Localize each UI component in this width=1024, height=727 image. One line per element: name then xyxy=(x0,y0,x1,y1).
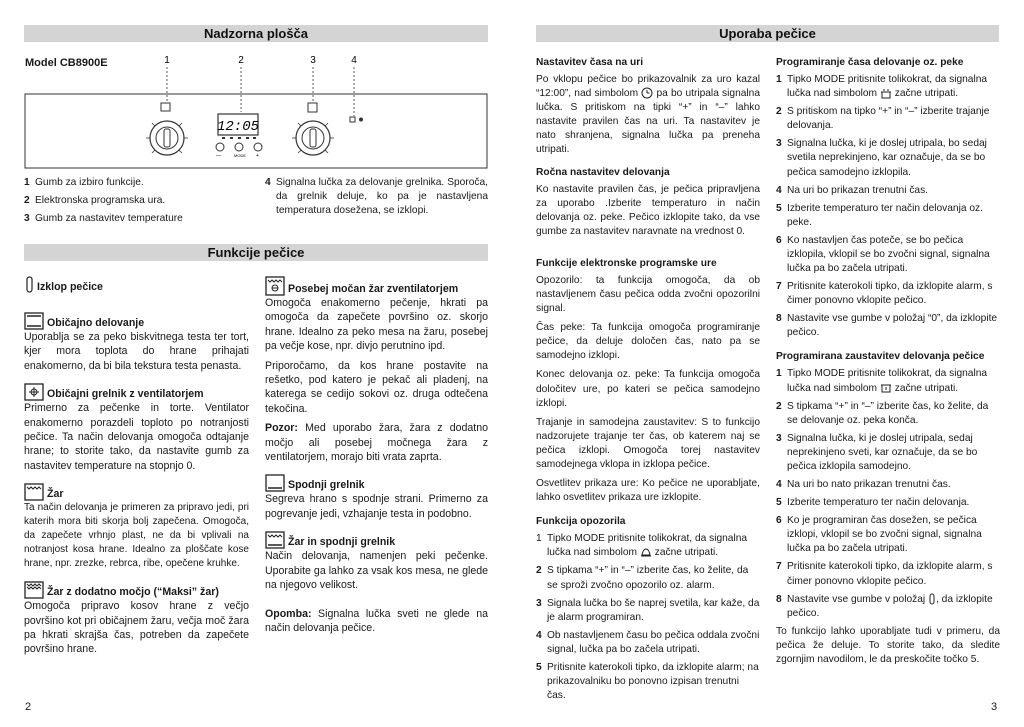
programmer-clock xyxy=(216,114,262,159)
pot-icon xyxy=(880,88,892,99)
legend-right: 4 Signalna lučka za delovanje grelnika. Sporoča, da grelnik deluje, ko pa je nastavljena temperatura dosežena, se izklopi. xyxy=(265,177,488,217)
bottom-heat-icon xyxy=(265,474,285,492)
svg-text:+: + xyxy=(256,153,259,159)
bell-icon xyxy=(640,547,652,558)
section-band-usage: Uporaba pečice xyxy=(536,25,999,42)
zero-position-icon xyxy=(928,593,936,605)
usage-column-left: Nastavitev časa na uri Po vklopu pečice bo prikazovalnik za uro kazal “12:00”, nad simbolom pa bo utripala signalna lučka. S pritiskom na tipki “+” in “–” lahko nastavite pravilen čas na uri. Ta nastavitev je nato shranjena, signalna lučka pa preneha utripati. Ročna nastavitev delovanja Ko nastavite pravilen čas, je pečica pripravljena za uporabo .Izberite temperaturo in način delovanja oz. peke. Pečico izklopite tako, da vse gumbe za nastavitev naravnate na vrednost 0. Funkcije elektronske programske ure Opozorilo: ta funkcija omogoča, da ob nastavljenem času pečica odda zvočni opozorilni signal. Čas peke: Ta funkcija omogoča programiranje pečice, da deluje določen čas, nato pa se samodejno izklopi. Konec delovanja oz. peke: Ta funkcija omogoča določitev ure, po kateri se pečica samodejno izklopi. Trajanje in samodejna zaustavitev: S to funkcijo nadzorujete trajanje ter čas, ob katerem naj se pečica izklopi. Omogoča torej nastavitev samodejnega vklopa in izklopa pečice. Osvetlitev prikaza ure: Ko pečice ne uporabljate, lahko osvetlitev prikaza ure izklopite. Funkcija opozorila 1 Tipko MODE pritisnite tolikokrat, da signalna lučka nad simbolom začne utripati. 2 S tipkama “+” in “–” izberite čas, ko želite, da se sproži zvočno opozorilo oz. alarm. 3 Signala lučka bo še naprej svetila, kar kaže, da je alarm programiran. 4 Ob nastavljenem času bo pečica oddala zvočni signal, lučka pa bo začela utripati. 5 Pritisnite katerokoli tipko, da izklopite alarm; na prikazovalniku bo ponovno izpisan trenutni čas. xyxy=(536,56,760,707)
control-panel-diagram xyxy=(24,54,488,170)
temperature-knob xyxy=(292,121,334,155)
stop-time-steps: 1 Tipko MODE pritisnite tolikokrat, da signalna lučka nad simbolom začne utripati. 2 S tipkama “+” in “–” izberite čas, ko želite, da se delovanje oz. peka konča. 3 Signalna lučka, ki je doslej utripala, sedaj neprekinjeno sveti, kar označuje, da se bo pečica izklopila samodejno. 4 Na uri bo nato prikazan trenutni čas. 5 Izberite temperaturo ter način delovanja. 6 Ko je programiran čas dosežen, se pečica izklopi, vklopil se bo zvočni signal, signalna lučka pa bo začela utripati. 7 Pritisnite katerokoli tipko, da izklopite alarm, s čimer ponovno vklopite pečico. 8 Nastavite vse gumbe v položaj , da izklopite pečico. xyxy=(776,368,993,619)
legend-left: 1 Gumb za izbiro funkcije. 2 Elektronska programska ura. 3 Gumb za nastavitev temperature xyxy=(24,177,183,225)
clock-icon xyxy=(641,87,653,99)
usage-column-right: Programiranje časa delovanje oz. peke 1 Tipko MODE pritisnite tolikokrat, da signalna lučka nad simbolom začne utripati. 2 S pritiskom na tipko “+” in “–” izberite trajanje delovanja. 3 Signalna lučka, ki je doslej utripala, bo sedaj svetila neprekinjeno, kar označuje, da se bo pečica samodejno izklopila. 4 Na uri bo prikazan trenutni čas. 5 Izberite temperaturo ter način delovanja oz. peke. 6 Ko nastavljen čas poteče, se bo pečica izklopila, vklopil se bo zvočni signal, signalna lučka pa bo začela utripati. 7 Pritisnite katerokoli tipko, da izklopite alarm, s čimer ponovno vklopite pečico. 8 Nastavite vse gumbe v položaj “0”, da izklopite pečico. Programirana zaustavitev delovanja pečice 1 Tipko MODE pritisnite tolikokrat, da signalna lučka nad simbolom začne utripati. 2 S tipkama “+” in “–” izberite čas, ko želite, da se delovanje oz. peka konča. 3 Signalna lučka, ki je doslej utripala, sedaj neprekinjeno sveti, kar označuje, da se bo pečica izklopila samodejno. 4 Na uri bo nato prikazan trenutni čas. 5 Izberite temperaturo ter način delovanja. 6 Ko je programiran čas dosežen, se pečica izklopi, vklopil se bo zvočni signal, signalna lučka pa bo začela utripati. 7 Pritisnite katerokoli tipko, da izklopite alarm, s čimer ponovno vklopite pečico. 8 Nastavite vse gumbe v položaj , da izklopite pečico. To funkcijo lahko uporabljate tudi v primeru, da pečica že deluje. To storite tako, da sledite zgornjim navodilom, le da preskočite točko 5. xyxy=(776,57,1000,665)
page-number-right: 3 xyxy=(991,701,998,714)
conventional-heating-icon xyxy=(24,312,44,330)
callout-4: 4 xyxy=(351,55,357,66)
functions-column-right: Posebej močan žar zventilatorjem Omogoča enakomerno pečenje, hkrati pa omogoča da zapečete površino oz. skorjo hrane. Idealno za peko mesa na žaru, posebej pa večje kose, npr. divjo perutnino ipd. Priporočamo, da kos hrane postavite na rešetko, pod katero je pekač ali pladenj, na katerega se cedijo sokovi oz. druga odtečena tekočina. Pozor: Med uporabo žara, žara z dodatno močjo ali posebej močnega žara z ventilatorjem, morajo biti vrata zaprta. Spodnji grelnik Segreva hrano s spodnje strani. Primerno za pogrevanje jedi, vzhajanje testa in podobno. Žar in spodnji grelnik Način delovanja, namenjen peki pečenke. Uporabite ga lahko za vsak kos mesa, ne glede na njegovo velikost. Opomba: Signalna lučka sveti ne glede na način delovanja pečice. xyxy=(265,276,488,640)
callout-2: 2 xyxy=(238,55,244,66)
function-grill: Žar xyxy=(24,483,249,501)
grill-bottom-heat-icon xyxy=(265,531,285,549)
callout-3: 3 xyxy=(310,55,316,66)
stop-pot-icon xyxy=(880,382,892,393)
page-number-left: 2 xyxy=(25,701,32,714)
function-bottom-heat: Spodnji grelnik xyxy=(265,474,488,492)
alarm-steps: 1 Tipko MODE pritisnite tolikokrat, da signalna lučka nad simbolom začne utripati. 2 S tipkama “+” in “–” izberite čas, ko želite, da se sproži zvočno opozorilo oz. alarm. 3 Signala lučka bo še naprej svetila, kar kaže, da je alarm programiran. 4 Ob nastavljenem času bo pečica oddala zvočni signal, lučka pa bo začela utripati. 5 Pritisnite katerokoli tipko, da izklopite alarm; na prikazovalniku bo ponovno izpisan trenutni čas. xyxy=(536,533,760,702)
maxi-grill-icon xyxy=(24,581,44,599)
functions-column-left: Izklop pečice Običajno delovanje Uporablja se za peko biskvitnega testa ter tort, kjer mora toplota do hrane prihajati enakomerno, da bi bila tekstura testa penasta. Običajni grelnik z ventilatorjem Primerno za pečenke in torte. Ventilator enakomerno porazdeli toploto po notranjosti pečice. Ta način delovanja omogoča odtajanje hrane; to storite tako, da nastavite gumb za nastavitev temperature na stopnjo 0. Žar Ta način delovanja je primeren za pripravo jedi, pri katerih mora biti skorja bolj zapečena. Omogoča, da zapečete vrhnjo plast, ne da bi vplivali na notranjost kosa hrane. Idealno za ploščate kose hrane, npr. zrezke, rebrca, ribe, opečene kruhke. Žar z dodatno močjo (“Maksi” žar) Omogoča pripravo kosov hrane z večjo površino kot pri običajnem žaru, večja moč žara pa hkrati skrajša čas, potreben da zapečete površino hrane. xyxy=(24,276,249,662)
function-off: Izklop pečice xyxy=(24,276,249,294)
oven-off-icon xyxy=(24,276,34,294)
model-label: Model CB8900E xyxy=(25,57,108,69)
function-grill-bottom: Žar in spodnji grelnik xyxy=(265,531,488,549)
callout-1: 1 xyxy=(164,55,170,66)
indicator-light-icon xyxy=(350,117,355,122)
function-turbo-grill: Posebej močan žar zventilatorjem xyxy=(265,276,488,296)
clock-display: 12:05 xyxy=(216,119,260,135)
svg-text:—: — xyxy=(216,153,221,159)
turbo-grill-icon xyxy=(265,276,285,296)
function-maxi-grill: Žar z dodatno močjo (“Maksi” žar) xyxy=(24,581,249,599)
cooking-time-steps: 1 Tipko MODE pritisnite tolikokrat, da signalna lučka nad simbolom začne utripati. 2 S pritiskom na tipko “+” in “–” izberite trajanje delovanja. 3 Signalna lučka, ki je doslej utripala, bo sedaj svetila neprekinjeno, kar označuje, da se bo pečica samodejno izklopila. 4 Na uri bo prikazan trenutni čas. 5 Izberite temperaturo ter način delovanja oz. peke. 6 Ko nastavljen čas poteče, se bo pečica izklopila, vklopil se bo zvočni signal, signalna lučka pa bo začela utripati. 7 Pritisnite katerokoli tipko, da izklopite alarm, s čimer ponovno vklopite pečico. 8 Nastavite vse gumbe v položaj “0”, da izklopite pečico. xyxy=(776,74,998,339)
section-band-functions: Funkcije pečice xyxy=(24,244,488,261)
section-band-control-panel: Nadzorna plošča xyxy=(24,25,488,42)
grill-icon xyxy=(24,483,44,501)
function-conventional: Običajno delovanje xyxy=(24,312,249,330)
function-knob xyxy=(146,121,188,155)
svg-text:MODE: MODE xyxy=(234,153,246,158)
fan-heating-icon xyxy=(24,383,44,401)
function-fan: Običajni grelnik z ventilatorjem xyxy=(24,383,249,401)
